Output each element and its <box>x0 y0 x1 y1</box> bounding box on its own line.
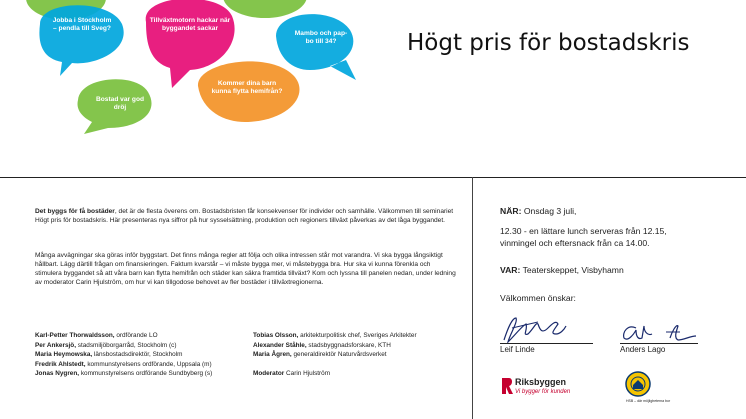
riksbyggen-name: Riksbyggen <box>515 377 567 387</box>
signature-leif-linde <box>498 312 568 346</box>
panelist: Alexander Ståhle, stadsbyggnadsforskare, KTH <box>253 341 391 349</box>
event-time-line1: 12.30 - en lättare lunch serveras från 12.15, <box>500 226 667 236</box>
bubble-green-top-right <box>223 0 307 18</box>
panelist: Jonas Nygren, kommunstyrelsens ordförande Sundbyberg (s) <box>35 370 213 377</box>
panelist: Fredrik Ahlstedt, kommunstyrelsens ordförande, Uppsala (m) <box>35 360 212 368</box>
riksbyggen-logo-icon <box>500 376 514 396</box>
bubble-text-tillvaxt: Tillväxtmotorn hackar när byggandet sackar <box>149 17 231 32</box>
signer-name-1: Leif Linde <box>500 345 535 354</box>
bubble-text-pendla: Jobba i Stockholm – pendla till Sveg? <box>52 17 112 32</box>
riksbyggen-slogan: Vi bygger för kunden <box>515 389 571 395</box>
panelist: Maria Heymowska, länsbostadsdirektör, Stockholm <box>35 351 183 358</box>
page-title: Högt pris för bostadskris <box>407 30 690 56</box>
horizontal-divider <box>0 177 746 178</box>
signature-line-2 <box>620 343 698 344</box>
intro-bold: Det byggs för få bostäder <box>35 208 115 215</box>
bubble-blue-left <box>39 5 123 76</box>
panelist-spacer <box>253 360 417 370</box>
event-where: VAR: Teaterskeppet, Visbyhamn <box>500 265 624 275</box>
bubble-text-barn: Kommer dina barn kunna flytta hemifrån? <box>211 80 283 95</box>
bubble-text-bostad: Bostad var god dröj <box>96 96 144 111</box>
signature-line-1 <box>500 343 593 344</box>
bubble-text-mambo: Mambo och pap- bo till 34? <box>294 30 348 45</box>
panel-list-right <box>253 331 417 379</box>
signature-anders-lago <box>618 318 698 344</box>
panelist: Tobias Olsson, arkitekturpolitisk chef, Sveriges Arkitekter <box>253 332 417 339</box>
body-paragraph: Många avvägningar ska göras inför byggstart. Det finns många regler att följa och olika intressen står mot varandra. Vi ska bygga långsiktigt hållbart. Lägg därtill frågan om finansieringen. Faktum kvarstår – vi måste bygga mer, vi måstebygga bra. Hur ska vi kunna förenkla och stimulera byggandet så att våra barn kan flytta hemifrån och städer kan säkra framtida tillväxt? Kom och lyssna till panelen nedan, under ledning av moderator Carin Hjulström, om hur vi kan tillgodose behovet av fler bostäder i tillväxtregionerna. <box>35 252 456 287</box>
panelist: Maria Ågren, generaldirektör Naturvårdsverket <box>253 351 387 358</box>
moderator: Moderator Carin Hjulström <box>253 370 331 377</box>
panelist: Per Ankersjö, stadsmiljöborgarråd, Stockholm (c) <box>35 341 177 349</box>
welcome-text: Välkommen önskar: <box>500 293 576 303</box>
intro-paragraph <box>35 207 457 225</box>
intro-text: , det är de flesta överens om. Bostadsbristen får konsekvenser för individer och samhälle. Välkommen till seminariet Högt pris för bostadskris. Här presenteras nya siffror på hur sysselsättning, produktion och regioners tillväxt påverkas av det låga byggandet. <box>35 208 454 225</box>
vertical-divider <box>472 177 473 419</box>
panelist: Karl-Petter Thorwaldsson, ordförande LO <box>35 332 158 339</box>
signer-name-2: Anders Lago <box>620 345 666 354</box>
hsb-logo-icon <box>625 371 651 397</box>
event-when: NÄR: Onsdag 3 juli, <box>500 206 577 216</box>
hsb-slogan: HSB – där möjligheterna bor <box>626 399 671 403</box>
panel-list-left <box>35 331 212 379</box>
event-time-line2: vinmingel och eftersnack från ca 14.00. <box>500 238 650 248</box>
bubble-blue-right <box>276 14 356 80</box>
